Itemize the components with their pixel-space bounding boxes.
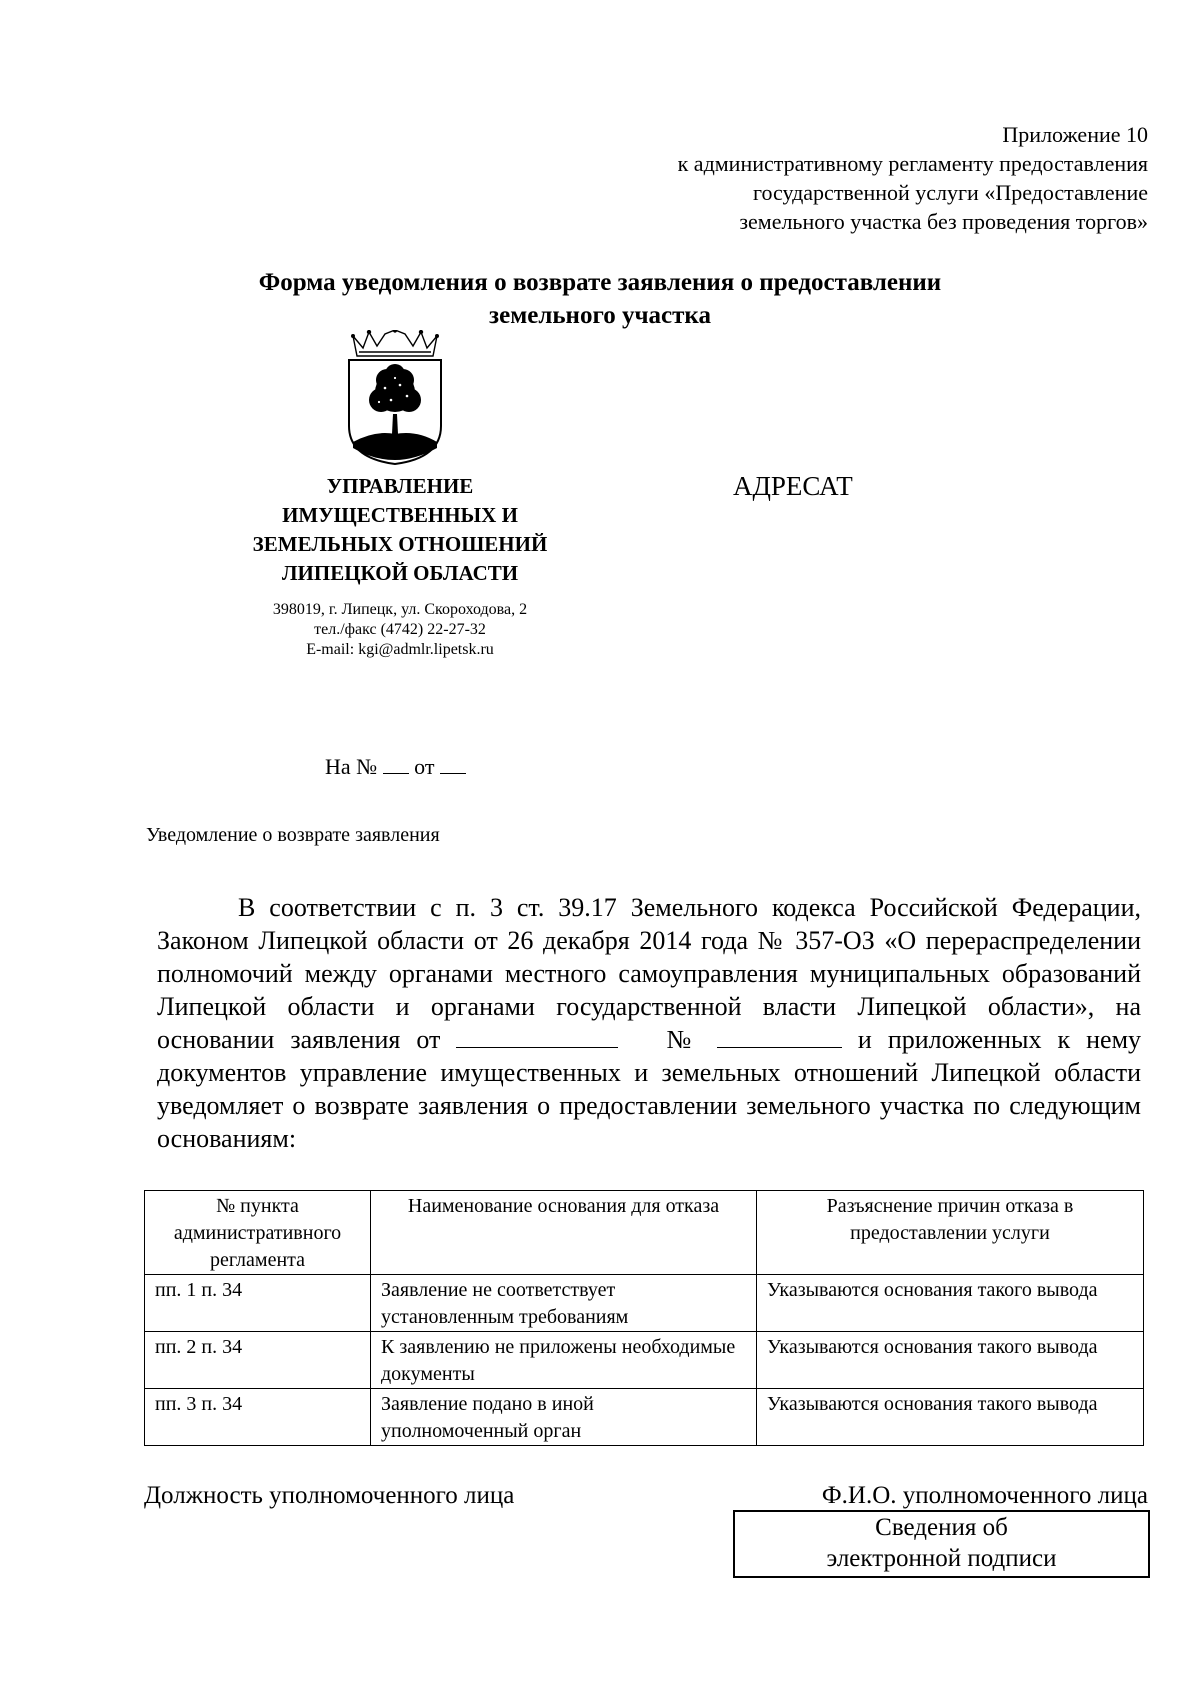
- table-cell: Указываются основания такого вывода: [757, 1389, 1144, 1446]
- table-row: [145, 1332, 1144, 1389]
- appendix-line: земельного участка без проведения торгов»: [739, 209, 1148, 234]
- column-header: № пункта административного регламента: [145, 1191, 371, 1275]
- body-text-part1: В соответствии с п. 3 ст. 39.17 Земельного кодекса Российской Федерации, Законом Липецкой области от 26 декабря 2014 года № 357-ОЗ «О перераспределении полномочий между органами местного самоуправления муниципальных образований Липецкой области и органами государственной власти Липецкой области», на основании заявления от: [157, 893, 1141, 1054]
- column-header: Наименование основания для отказа: [371, 1191, 757, 1275]
- organization-contacts: [230, 600, 570, 660]
- lipetsk-coat-of-arms-icon: [345, 330, 445, 466]
- application-date-blank[interactable]: [456, 1025, 618, 1048]
- reference-from: от: [414, 754, 435, 779]
- document-title: [140, 266, 1060, 332]
- signatory-name: Ф.И.О. уполномоченного лица: [821, 1482, 1148, 1509]
- table-cell: Заявление не соответствует установленным требованиям: [371, 1275, 757, 1332]
- body-text-part2: и приложенных к нему документов управление имущественных и земельных отношений Липецкой области уведомляет о возврате заявления о предоставлении земельного участка по следующим основаниям:: [157, 1025, 1142, 1153]
- org-email: E-mail: kgi@admlr.lipetsk.ru: [306, 641, 494, 658]
- table-cell: К заявлению не приложены необходимые документы: [371, 1332, 757, 1389]
- table-cell: Указываются основания такого вывода: [757, 1332, 1144, 1389]
- number-sign: №: [666, 1025, 701, 1054]
- notice-subject: Уведомление о возврате заявления: [146, 824, 440, 846]
- table-row: [145, 1275, 1144, 1332]
- application-number-blank[interactable]: [717, 1025, 842, 1048]
- appendix-header: [678, 120, 1148, 236]
- reference-date-blank[interactable]: [440, 753, 466, 774]
- table-row: [145, 1389, 1144, 1446]
- esig-line: электронной подписи: [826, 1545, 1057, 1572]
- reference-number-blank[interactable]: [383, 753, 409, 774]
- org-phone: тел./факс (4742) 22-27-32: [314, 621, 486, 638]
- table-cell: Заявление подано в иной уполномоченный орган: [371, 1389, 757, 1446]
- electronic-signature-box: [733, 1510, 1150, 1578]
- org-name-line: ЛИПЕЦКОЙ ОБЛАСТИ: [281, 561, 519, 585]
- title-line: Форма уведомления о возврате заявления о предоставлении: [258, 269, 942, 296]
- appendix-line: к административному регламенту предоставления: [677, 151, 1148, 176]
- table-cell: Указываются основания такого вывода: [757, 1275, 1144, 1332]
- body-paragraph: [157, 891, 1141, 1155]
- notice-body: [157, 891, 1141, 1155]
- esig-line: Сведения об: [875, 1514, 1008, 1541]
- table-cell: пп. 1 п. 34: [145, 1275, 371, 1332]
- table-cell: пп. 3 п. 34: [145, 1389, 371, 1446]
- column-header: Разъяснение причин отказа в предоставлении услуги: [757, 1191, 1144, 1275]
- table-header-row: [145, 1191, 1144, 1275]
- grounds-table: [144, 1190, 1144, 1446]
- table-cell: пп. 2 п. 34: [145, 1332, 371, 1389]
- org-name-line: УПРАВЛЕНИЕ: [326, 474, 474, 498]
- appendix-line: Приложение 10: [1002, 122, 1148, 147]
- reference-line: [325, 753, 466, 781]
- title-line: земельного участка: [489, 302, 711, 329]
- org-name-line: ЗЕМЕЛЬНЫХ ОТНОШЕНИЙ: [252, 532, 548, 556]
- organization-name: [230, 472, 570, 588]
- appendix-line: государственной услуги «Предоставление: [752, 180, 1148, 205]
- organization-block: [230, 472, 570, 660]
- addressee: АДРЕСАТ: [733, 471, 853, 501]
- reference-prefix: На №: [325, 754, 378, 779]
- org-address: 398019, г. Липецк, ул. Скороходова, 2: [272, 601, 528, 618]
- org-name-line: ИМУЩЕСТВЕННЫХ И: [282, 503, 518, 527]
- signatory-position: Должность уполномоченного лица: [144, 1482, 515, 1509]
